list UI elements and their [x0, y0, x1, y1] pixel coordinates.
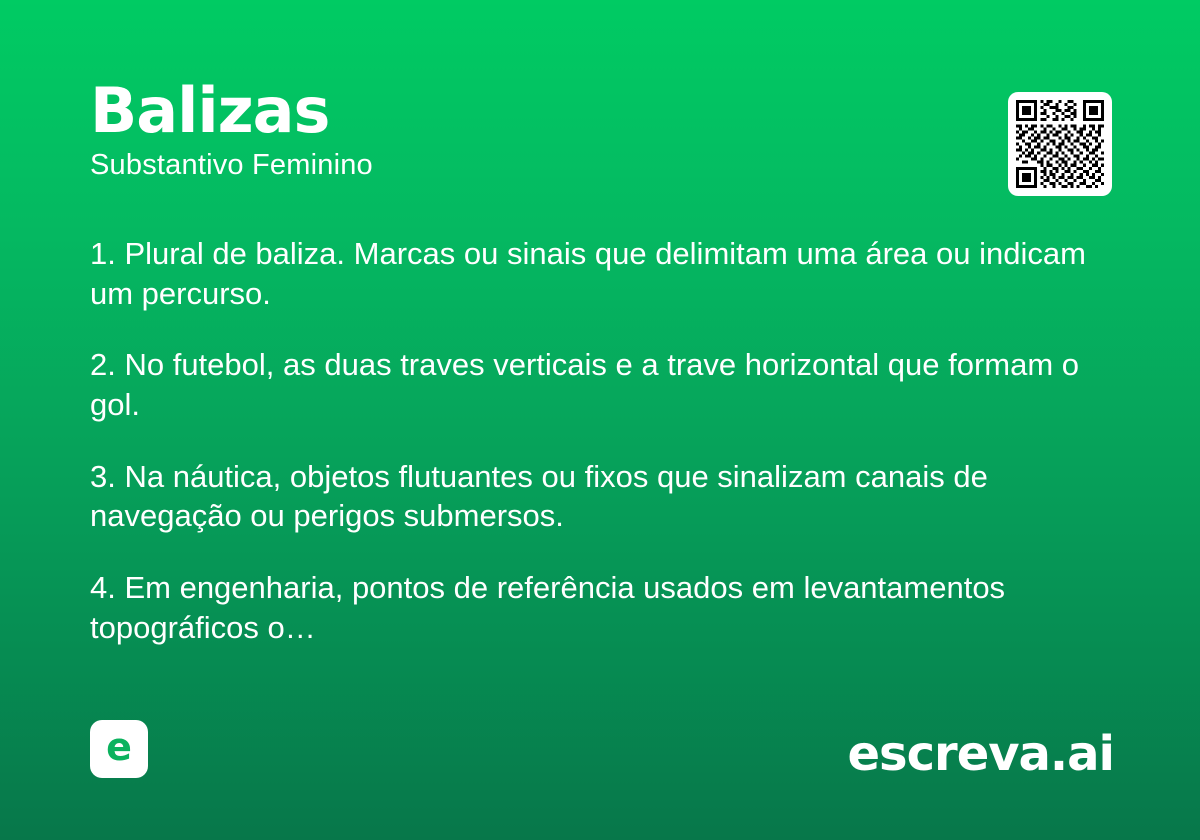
logo-letter: e	[106, 725, 132, 769]
definition-item: 3. Na náutica, objetos flutuantes ou fixos que sinalizam canais de navegação ou perigos submersos.	[90, 458, 988, 534]
brand-wordmark: escreva.ai	[847, 726, 1114, 782]
qr-code-icon[interactable]	[1008, 92, 1112, 196]
definition-item: 1. Plural de baliza. Marcas ou sinais que delimitam uma área ou indicam um percurso.	[90, 236, 1086, 311]
word-class-label: Substantivo Feminino	[90, 149, 373, 182]
definition-item: 4. Em engenharia, pontos de referência usados em levantamentos topográficos o…	[90, 570, 1006, 645]
definition-item: 2. No futebol, as duas traves verticais e a trave horizontal que formam o gol.	[90, 347, 1080, 423]
escreva-logo-mark[interactable]	[90, 720, 148, 778]
definition-list	[90, 234, 1090, 647]
page-title: Balizas	[90, 74, 330, 147]
